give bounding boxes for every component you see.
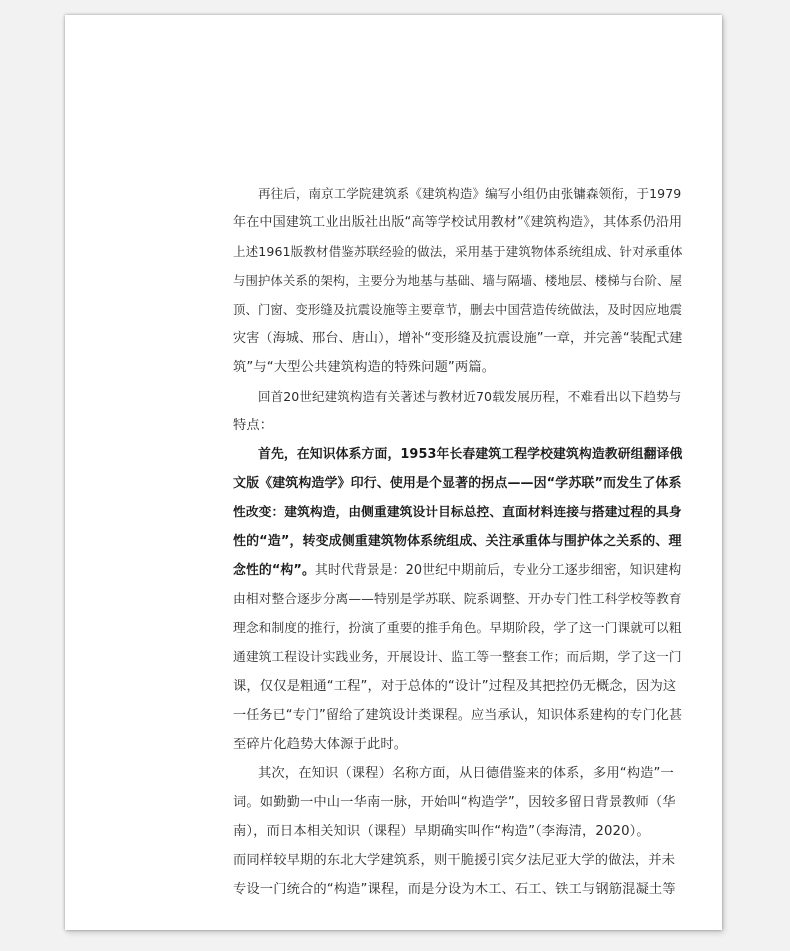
text-line: 上述1961版教材借鉴苏联经验的做法，采用基于建筑物体系统组成、针对承重体: [233, 244, 683, 259]
normal-segment: 其时代背景是：20世纪中期前后，专业分工逐步细密，知识建构: [314, 563, 682, 578]
text-line: 由相对整合逐步分离——特别是学苏联、院系调整、开办专门性工科学校等教育: [233, 592, 682, 607]
text-line: 通建筑工程设计实践业务，开展设计、监工等一整套工作；而后期，学了这一门: [233, 650, 682, 665]
text-line-mixed: [233, 561, 681, 581]
text-line: 筑”与“大型公共建筑构造的特殊问题”两篇。: [233, 360, 496, 375]
text-line: 与围护体关系的架构，主要分为地基与基础、墙与隔墙、楼地层、楼梯与台阶、屋: [233, 273, 683, 288]
text-line-bold: 性的“造”，转变成侧重建筑物体系统组成、关注承重体与围护体之关系的、理: [233, 534, 682, 549]
text-line: 专设一门统合的“构造”课程，而是分设为木工、石工、铁工与钢筋混凝土等: [233, 882, 676, 897]
bold-segment: 念性的“构”。: [233, 563, 315, 578]
text-line: 一任务已“专门”留给了建筑设计类课程。应当承认，知识体系建构的专门化甚: [233, 708, 683, 723]
text-line-bold: 文版《建筑构造学》印行、使用是个显著的拐点——因“学苏联”而发生了体系: [233, 476, 682, 491]
text-line: 其次，在知识（课程）名称方面，从日德借鉴来的体系，多用“构造”一: [258, 766, 674, 781]
text-line: 课，仅仅是粗通“工程”，对于总体的“设计”过程及其把控仍无概念，因为这: [233, 679, 677, 694]
text-line-bold: 首先，在知识体系方面，1953年长春建筑工程学校建筑构造教研组翻译俄: [258, 447, 683, 462]
text-line: 特点：: [233, 418, 274, 433]
text-line: 年在中国建筑工业出版社出版“高等学校试用教材”《建筑构造》，其体系仍沿用: [233, 215, 683, 230]
text-line: 至碎片化趋势大体源于此时。: [233, 737, 408, 752]
text-line-bold: 性改变：建筑构造，由侧重建筑设计目标总控、直面材料连接与搭建过程的具身: [233, 505, 682, 520]
text-line: 理念和制度的推行，扮演了重要的推手角色。早期阶段，学了这一门课就可以粗: [233, 621, 682, 636]
text-line: 灾害（海城、邢台、唐山），增补“变形缝及抗震设施”一章，并完善“装配式建: [233, 331, 683, 346]
text-line: 回首20世纪建筑构造有关著述与教材近70载发展历程，不难看出以下趋势与: [258, 389, 682, 404]
text-line: 而同样较早期的东北大学建筑系，则干脆援引宾夕法尼亚大学的做法，并未: [233, 853, 676, 868]
text-line: 南），而日本相关知识（课程）早期确实叫作“构造”（李海清，2020）。: [233, 824, 650, 839]
text-line: 词。如勤勤一中山一华南一脉，开始叫“构造学”，因较多留日背景教师（华: [233, 795, 676, 810]
text-line: 顶、门窗、变形缝及抗震设施等主要章节，删去中国营造传统做法，及时因应地震: [233, 302, 683, 317]
text-line: 再往后，南京工学院建筑系《建筑构造》编写小组仍由张镛森领衔，于1979: [258, 186, 682, 201]
